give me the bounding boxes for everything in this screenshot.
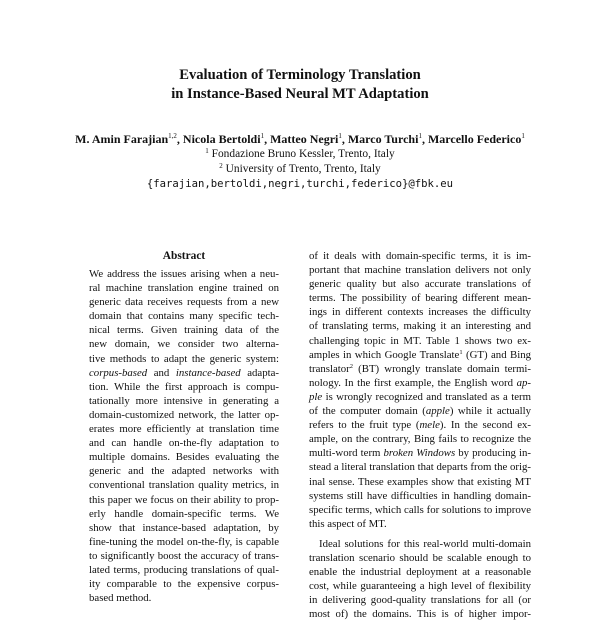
term-apple-domain: apple [425,405,450,418]
body-line: ple is wrongly recognized and translated as a term [309,390,531,403]
body-line: refers to the fruit type (mele). In the second ex- [309,419,531,432]
abstract-line: this paper we focus on their ability to prop- [89,493,279,506]
abstract-line: show that instance-based adaptation, by [89,521,279,534]
body-right-column [309,249,531,621]
body-line: Ideal solutions for this real-world multi-domain [319,537,531,550]
affiliation-text: Fondazione Bruno Kessler, Trento, Italy [211,148,395,160]
abstract-line: erly handle domain-specific terms. We [89,507,279,520]
affiliation-1 [0,147,600,161]
body-line: terms. The possibility of bearing different mean- [309,292,531,305]
abstract-line: tive methods to adapt the generic system: [89,352,279,365]
abstract-line: tion. While the first approach is compu- [89,380,279,393]
abstract-line: nical terms. Given training data of the [89,324,279,337]
abstract-line: generic and the adapted networks with [89,465,279,478]
body-line: in delivering good-quality translations for all (or [309,594,531,607]
abstract-line: erates more efficiently at translation time [89,423,279,436]
abstract-line: corpus-based and instance-based adapta- [89,366,279,379]
author-affiliation-mark: 1 [338,132,342,140]
author-name: M. Amin Farajian [75,132,169,146]
footnote-mark-2[interactable]: 2 [349,362,354,370]
author-affiliation-mark: 1 [521,132,525,140]
abstract-line: ity comparable to the expensive corpus- [89,578,279,591]
body-line: portant that machine translation delivers not only [309,264,531,277]
affiliation-text: University of Trento, Trento, Italy [225,163,381,175]
author-affiliation-mark: 1 [418,132,422,140]
abstract-line: multiple domains. Besides evaluating the [89,451,279,464]
body-line: inal sense. These examples show that existing MT [309,475,531,488]
body-line: challenging topic in MT. Table 1 shows two ex- [309,334,531,347]
abstract-heading: Abstract [162,250,206,262]
body-line: this aspect of MT. [309,517,387,530]
body-line: stead a literal translation that departs from the orig- [309,461,531,474]
term-apple: ap- [516,376,531,389]
body-line: ings in different contexts increases the difficulty [309,306,531,319]
footnote-mark-1[interactable]: 1 [459,348,463,356]
abstract-line: tationally more intensive in generating a [89,394,279,407]
body-line: ample, on the contrary, Bing fails to recognize the [309,433,531,446]
abstract-line: domain-customized network, the latter op- [89,408,279,421]
body-line: cost, while guaranteeing a high level of flexibility [309,580,531,593]
author-list: M. Amin Farajian$^{1,2}$, Nicola Bertoldi$^1$, Matteo Negri$^1$, Marco Turchi$^1$, Marcello Federico$^1$ [75,132,525,146]
abstract-line: lated terms, producing translations of qual- [89,563,279,576]
term-mele: mele [419,419,440,432]
body-line: nology. In the first example, the English word ap- [309,376,531,389]
body-line: multi-word term broken Windows by producing in- [309,447,531,460]
body-line: of the computer domain (apple) while it actually [309,405,531,418]
title-line-2: in Instance-Based Neural MT Adaptation [171,86,429,102]
author-affiliation-mark: 1,2 [168,132,177,140]
affiliation-2 [0,162,600,176]
author-name: Matteo Negri [270,132,339,146]
abstract-line: based method. [89,592,152,605]
abstract-line: and can handle on-the-fly adaptation to [89,437,279,450]
author-affiliation-mark: 1 [260,132,265,140]
body-line: of translating terms, making it an interesting and [309,320,531,333]
term-instance-based: instance-based [175,366,241,379]
paper-title [0,66,600,104]
body-line: of it deals with domain-specific terms, it is im- [309,250,531,262]
abstract-body [89,267,279,605]
body-line: most of) the domains. This is of higher impor- [309,608,531,621]
abstract-line: domain that contains many specific tech- [89,310,279,323]
author-emails: {farajian,bertoldi,negri,turchi,federico}@fbk.eu [146,178,454,190]
author-name: Nicola Bertoldi [182,132,261,146]
abstract-line: ral machine translation engine trained on [89,282,279,295]
body-line: enable the industrial deployment at a reasonable [309,566,531,579]
body-line: generic quality but also accurate translations of [309,278,531,291]
abstract-line: fine-tuning the model on-the-fly, is capable [89,535,279,548]
abstract-line: We address the issues arising when a neu- [89,268,279,280]
body-line: amples in which Google Translate$^1$ (GT) and Bing [309,348,531,361]
abstract-line: to significantly boost the accuracy of trans- [89,549,279,562]
title-line-1: Evaluation of Terminology Translation [179,67,421,83]
author-name: Marco Turchi [347,132,419,146]
term-broken-windows: broken Windows [383,447,456,460]
abstract-line: conventional translation quality metrics, in [89,479,279,492]
body-line: specific terms, which calls for solutions to improve [309,503,531,516]
author-name: Marcello Federico [427,132,522,146]
affiliation-mark: 1 [205,147,209,155]
term-corpus-based: corpus-based [89,366,148,379]
affiliation-mark: 2 [219,162,223,170]
abstract-line: generic data receives requests from a new [89,296,279,309]
body-line: translator$^2$ (BT) wrongly translate domain termi- [309,362,531,375]
body-line: translation scenario should be scalable enough to [309,551,531,564]
body-line: systems still have difficulties in handling domain- [309,489,531,502]
abstract-line: new domain, we consider two alterna- [89,338,279,351]
